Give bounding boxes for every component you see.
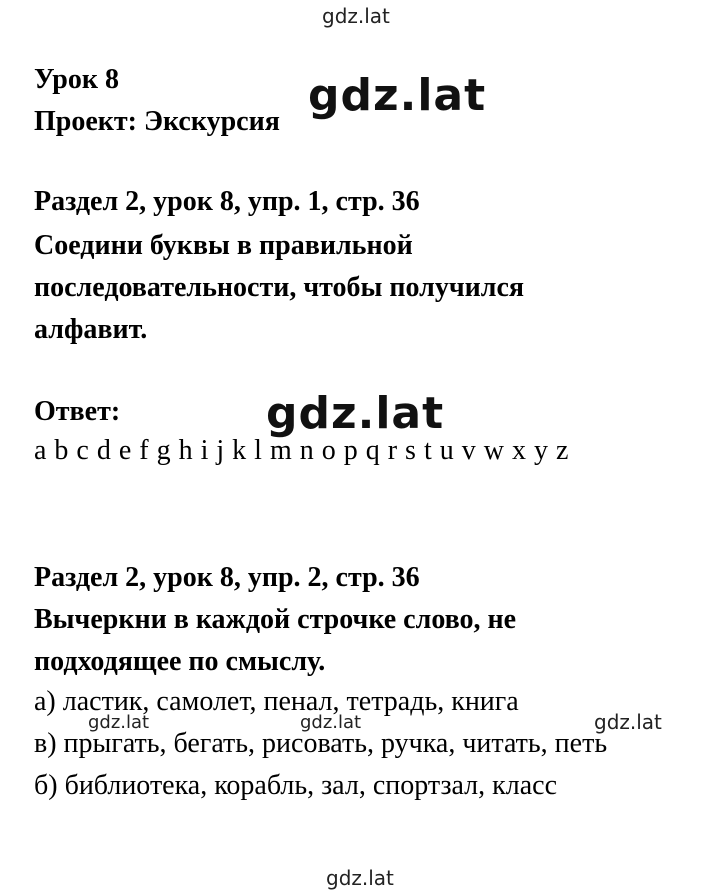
project-title: Проект: Экскурсия: [34, 106, 280, 137]
exercise1-header: Раздел 2, урок 8, упр. 1, стр. 36: [34, 186, 420, 217]
watermark-small-left: gdz.lat: [88, 712, 150, 733]
watermark-large-1: gdz.lat: [308, 70, 487, 121]
exercise2-task-line: подходящее по смыслу.: [34, 646, 326, 677]
watermark-small-right: gdz.lat: [594, 710, 662, 734]
exercise1-task-line: Соедини буквы в правильной: [34, 230, 413, 261]
exercise2-header: Раздел 2, урок 8, упр. 2, стр. 36: [34, 562, 420, 593]
lesson-title: Урок 8: [34, 64, 119, 95]
alphabet-answer: a b c d e f g h i j k l m n o p q r s t u v w x y z: [34, 435, 569, 466]
watermark-large-2: gdz.lat: [266, 388, 445, 439]
exercise2-task-line: Вычеркни в каждой строчке слово, не: [34, 604, 517, 635]
watermark-small-middle: gdz.lat: [300, 712, 362, 733]
exercise2-item-b: б) библиотека, корабль, зал, спортзал, класс: [34, 770, 558, 801]
exercise2-item-a: а) ластик, самолет, пенал, тетрадь, книга: [34, 686, 519, 717]
answer-label: Ответ:: [34, 396, 121, 427]
exercise2-item-v: в) прыгать, бегать, рисовать, ручка, читать, петь: [34, 728, 608, 759]
watermark-bottom: gdz.lat: [326, 866, 394, 890]
exercise1-task-line: последовательности, чтобы получился: [34, 272, 525, 303]
exercise1-task-line: алфавит.: [34, 314, 148, 345]
watermark-top: gdz.lat: [322, 4, 390, 28]
